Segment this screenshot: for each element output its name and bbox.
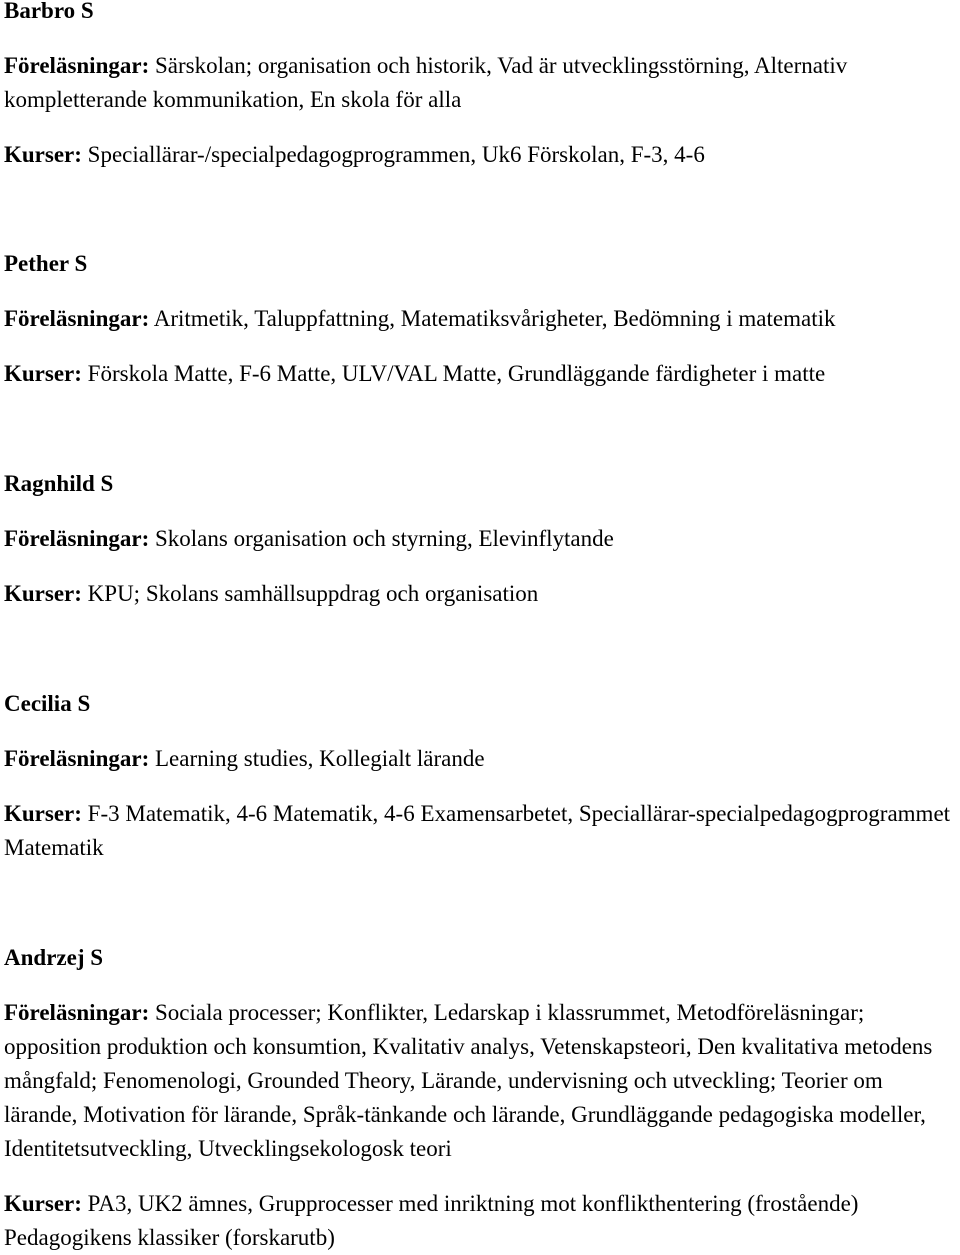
person-name: Andrzej S bbox=[4, 945, 104, 970]
courses-text: Speciallärar-/specialpedagogprogrammen, Uk6 Förskolan, F-3, 4-6 bbox=[87, 142, 705, 167]
lectures-line bbox=[4, 742, 956, 776]
lectures-line bbox=[4, 522, 956, 556]
lectures-text: Sociala processer; Konflikter, Ledarskap i klassrummet, Metodföreläsningar; opposition produktion och konsumtion, Kvalitativ analys, Vetenskapsteori, Den kvalitativa metodens mångfald; Fenomenologi, Grounded Theory, Lärande, undervisning och utveckling; Teorier om lärande, Motivation för lärande, Språk-tänkande och lärande, Grundläggande pedagogiska modeller, Identitetsutveckling, Utvecklingsekologosk teori bbox=[4, 1000, 933, 1161]
lectures-text: Skolans organisation och styrning, Elevinflytande bbox=[154, 526, 614, 551]
person-name: Pether S bbox=[4, 251, 88, 276]
lectures-line bbox=[4, 49, 956, 117]
person-entry-andrzej bbox=[4, 941, 956, 1255]
lectures-label: Föreläsningar: bbox=[4, 1000, 150, 1025]
person-entry-cecilia bbox=[4, 687, 956, 865]
person-entry-ragnhild bbox=[4, 467, 956, 611]
courses-line bbox=[4, 1187, 956, 1255]
courses-text: F-3 Matematik, 4-6 Matematik, 4-6 Examensarbetet, Speciallärar-specialpedagogprogrammet Matematik bbox=[4, 801, 951, 860]
lectures-text: Aritmetik, Taluppfattning, Matematiksvårigheter, Bedömning i matematik bbox=[153, 306, 836, 331]
courses-label: Kurser: bbox=[4, 801, 82, 826]
person-entry-barbro bbox=[4, 0, 956, 172]
courses-label: Kurser: bbox=[4, 581, 82, 606]
lectures-label: Föreläsningar: bbox=[4, 306, 150, 331]
person-name: Ragnhild S bbox=[4, 471, 114, 496]
courses-text: KPU; Skolans samhällsuppdrag och organisation bbox=[87, 581, 539, 606]
courses-label: Kurser: bbox=[4, 361, 82, 386]
lectures-text: Learning studies, Kollegialt lärande bbox=[154, 746, 485, 771]
lectures-line bbox=[4, 302, 956, 336]
lectures-label: Föreläsningar: bbox=[4, 526, 150, 551]
person-entry-pether bbox=[4, 247, 956, 391]
lectures-text: Särskolan; organisation och historik, Vad är utvecklingsstörning, Alternativ kompletterande kommunikation, En skola för alla bbox=[4, 53, 848, 112]
courses-line bbox=[4, 357, 956, 391]
courses-line bbox=[4, 797, 956, 865]
courses-label: Kurser: bbox=[4, 1191, 82, 1216]
lectures-label: Föreläsningar: bbox=[4, 53, 150, 78]
courses-label: Kurser: bbox=[4, 142, 82, 167]
person-name: Barbro S bbox=[4, 0, 94, 23]
courses-line bbox=[4, 138, 956, 172]
courses-text: Förskola Matte, F-6 Matte, ULV/VAL Matte, Grundläggande färdigheter i matte bbox=[87, 361, 826, 386]
lectures-line bbox=[4, 996, 956, 1166]
lectures-label: Föreläsningar: bbox=[4, 746, 150, 771]
courses-text: PA3, UK2 ämnes, Grupprocesser med inriktning mot konflikthentering (frostående) Pedagogikens klassiker (forskarutb) bbox=[4, 1191, 859, 1250]
person-name: Cecilia S bbox=[4, 691, 91, 716]
courses-line bbox=[4, 577, 956, 611]
